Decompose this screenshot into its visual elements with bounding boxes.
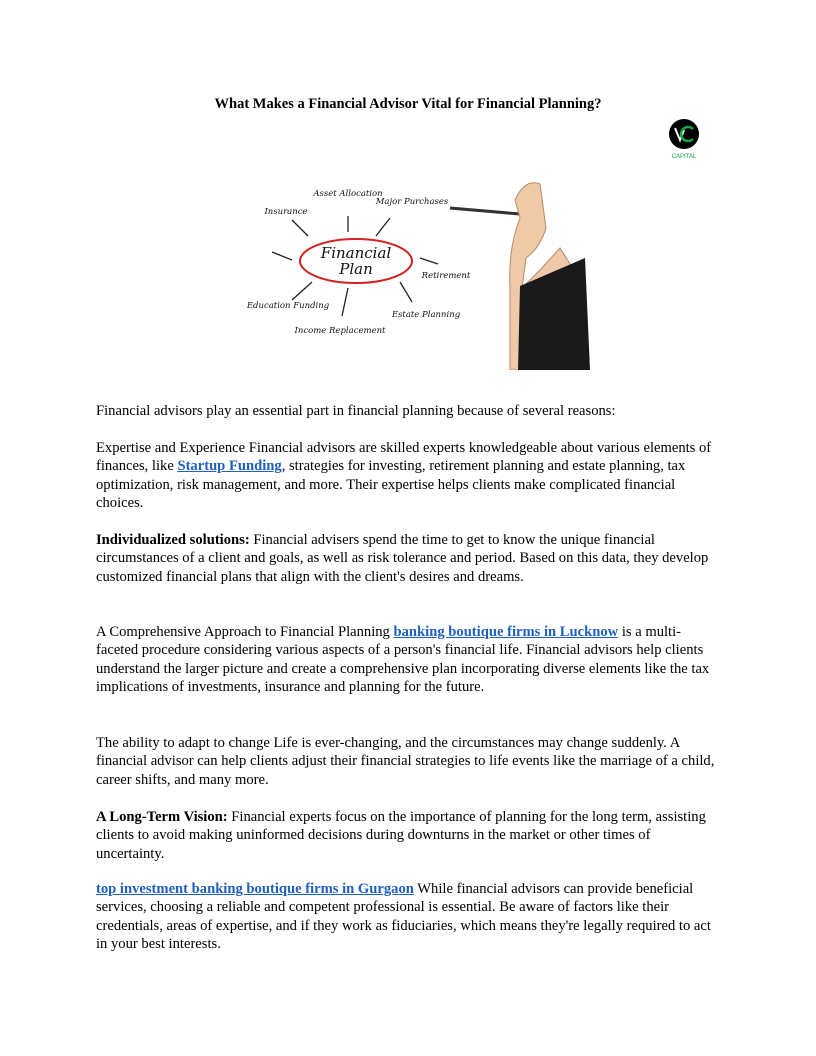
arrow-education	[292, 282, 312, 300]
paragraph-expertise	[96, 439, 720, 513]
arrow-income	[342, 288, 348, 316]
lucknow-link[interactable]: banking boutique firms in Lucknow	[393, 624, 619, 640]
paragraph-individualized	[96, 531, 720, 586]
logo-text: CAPITAL	[671, 154, 697, 160]
label-income-replacement: Income Replacement	[294, 326, 386, 336]
paragraph-gurgaon	[96, 880, 720, 954]
paragraph-long-term	[96, 808, 720, 863]
gurgaon-link[interactable]: top investment banking boutique firms in Gurgaon	[96, 881, 414, 897]
arrow-cash-flow	[272, 252, 292, 260]
startup-funding-link[interactable]: Startup Funding	[177, 458, 282, 475]
suit-sleeve-illustration	[518, 258, 590, 370]
label-education-funding: Education Funding	[246, 301, 330, 311]
gurgaon-text-after: While financial advisors can provide beneficial services, choosing a reliable and competent professional is essential. Be aware of factors like their credentials, areas of expertise, and if they work as fiduciaries, which means they're legally required to act in your best interests.	[96, 881, 711, 953]
diagram-center-line1: Financial	[320, 244, 392, 262]
company-logo	[666, 118, 702, 160]
comprehensive-text-before: A Comprehensive Approach to Financial Planning	[96, 624, 394, 640]
long-term-heading: A Long-Term Vision:	[96, 809, 228, 825]
intro-paragraph: Financial advisors play an essential part in financial planning because of several reasons:	[96, 403, 616, 419]
paragraph-adapt: The ability to adapt to change Life is ever-changing, and the circumstances may change suddenly. A financial advisor can help clients adjust their financial strategies to life events like the marriage of a child, career shifts, and many more.	[96, 735, 715, 788]
comprehensive-text-after: is a multi-faceted procedure considering various aspects of a person's financial life. Financial advisors help clients understand the larger picture and create a comprehensive plan incorporating diverse elements like the tax implications of investments, insurance and planning for the future.	[96, 624, 710, 696]
long-term-text: Financial experts focus on the importance of planning for the long term, assisting clients to avoid making uninformed decisions during downturns in the market or other times of uncertainty.	[96, 809, 706, 862]
arrow-estate	[400, 282, 412, 302]
label-estate-planning: Estate Planning	[391, 310, 461, 320]
logo-circle	[669, 119, 699, 149]
document-title: What Makes a Financial Advisor Vital for Financial Planning?	[214, 96, 602, 112]
individualized-text: Financial advisers spend the time to get to know the unique financial circumstances of a client and goals, as well as risk tolerance and period. Based on this data, they develop customized financial plans that align with the client's desires and dreams.	[96, 532, 709, 585]
label-major-purchases: Major Purchases	[375, 197, 449, 207]
label-asset-allocation: Asset Allocation	[313, 189, 383, 199]
label-insurance: Insurance	[264, 207, 308, 217]
individualized-heading: Individualized solutions:	[96, 532, 250, 548]
financial-plan-diagram	[240, 178, 590, 370]
label-retirement: Retirement	[421, 271, 471, 281]
pen-icon	[450, 208, 520, 214]
diagram-center-line2: Plan	[339, 260, 373, 278]
paragraph-comprehensive	[96, 623, 720, 697]
arrow-retirement	[420, 258, 438, 264]
expertise-text-before: Expertise and Experience Financial advisors are skilled experts knowledgeable about various elements of finances, like	[96, 440, 712, 475]
expertise-text-after: , strategies for investing, retirement planning and estate planning, tax optimization, risk management, and more. Their expertise helps clients make complicated financial choices.	[96, 458, 686, 512]
arrow-insurance	[292, 220, 308, 236]
arrow-major	[376, 218, 390, 236]
